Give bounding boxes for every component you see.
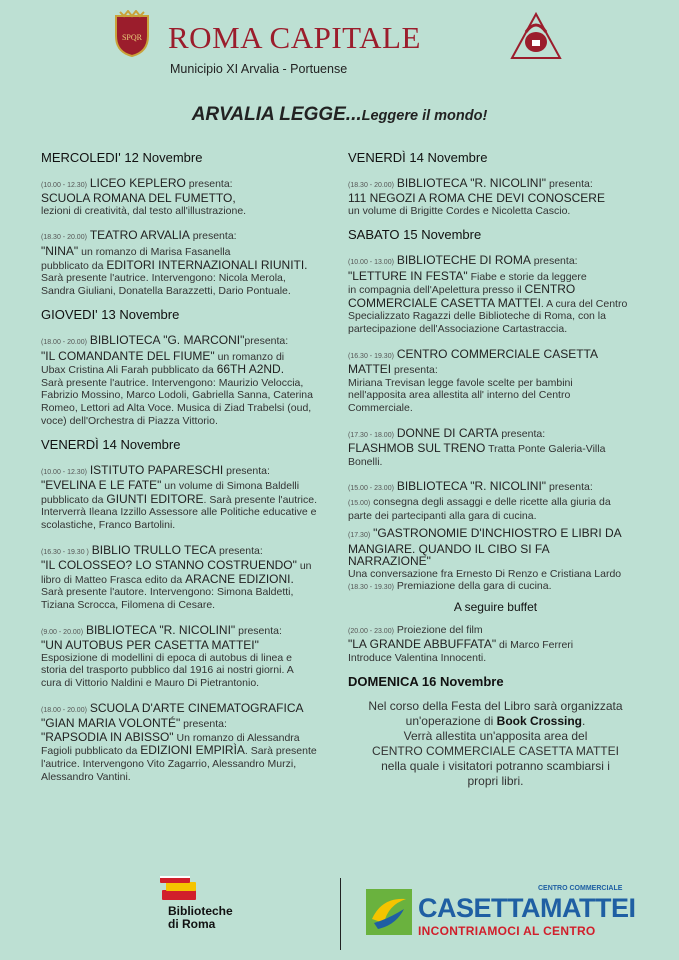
event-entry: (16.30 - 19.30 ) BIBLIO TRULLO TECA presenta: "IL COLOSSEO? LO STANNO COSTRUENDO" un libro di Matteo Frasca edito da ARACNE EDIZIONI. Sarà presente l'autore. Intervengono: Simona Baldetti, Tiziana Scrocca, Filomena di Cesare. (41, 542, 312, 612)
footer-divider (340, 878, 341, 950)
event-entry: (18.30 - 20.00) TEATRO ARVALIA presenta: "NINA" un romanzo di Marisa Fasanella pubblicato da EDITORI INTERNAZIONALI RIUNITI. Sarà presente l'autrice. Intervengono: Nicola Merola, Sandra Giuliani, Donatella Barazzetti, Dario Pontuale. (41, 228, 308, 297)
casetta-mattei-logo-icon (366, 889, 412, 935)
event-entry: (18.00 - 20.00) SCUOLA D'ARTE CINEMATOGRAFICA "GIAN MARIA VOLONTÉ" presenta: "RAPSODIA IN ABISSO" Un romanzo di Alessandra Fagioli pubblicato da EDIZIONI EMPIRÌA. Sarà presente l'autrice. Intervengono Vito Zagarrio, Alessandro Murzi, Alessandro Vantini. (41, 700, 317, 783)
roma-shield-logo (112, 10, 152, 58)
biblioteche-logo-text: Biblioteche di Roma (168, 904, 233, 931)
event-entry: (17.30 - 18.00) DONNE DI CARTA presenta: FLASHMOB SUL TRENO Tratta Ponte Galeria-Villa Bonelli. (348, 425, 606, 468)
event-entry: (17.30) "GASTRONOMIE D'INCHIOSTRO E LIBRI DA MANGIARE. QUANDO IL CIBO SI FA NARRAZIONE" Una conversazione fra Ernesto Di Renzo e Cristiana Lardo (18.30 - 19.30) Premiazione della gara di cucina. (348, 526, 622, 593)
book-stack-icon (158, 872, 202, 904)
day-heading: VENERDÌ 14 Novembre (348, 150, 488, 165)
event-entry: (9.00 - 20.00) BIBLIOTECA "R. NICOLINI" presenta: "UN AUTOBUS PER CASETTA MATTEI" Esposizione di modellini di epoca di autobus di linea e storia del trasporto pubblico dal 1916 ai nostri giorni. A cura di Vittorio Naldini e Mauro Di Pietrantonio. (41, 622, 294, 689)
day-heading: MERCOLEDI' 12 Novembre (41, 150, 203, 165)
day-heading: GIOVEDI' 13 Novembre (41, 307, 180, 323)
event-entry: (18.00 - 20.00) BIBLIOTECA "G. MARCONI"presenta: "IL COMANDANTE DEL FIUME" un romanzo di Ubax Cristina Ali Farah pubblicato da 66TH A2ND. Sarà presente l'autrice. Intervengono: Maurizio Veloccia, Fabrizio Mossino, Marco Lodoli, Gabriella Sanna, Caterina Romeo, Lettori ad Alta Voce. Musica di Ziad Trabelsi (oud, voce) dell'Orchestra di Piazza Vittorio. (41, 332, 313, 427)
event-entry: (10.00 - 12.30) LICEO KEPLERO presenta: SCUOLA ROMANA DEL FUMETTO, lezioni di creatività, dal testo all'illustrazione. (41, 175, 247, 217)
left-column (41, 152, 331, 795)
event-entry: (10.00 - 12.30) ISTITUTO PAPARESCHI presenta: "EVELINA E LE FATE" un volume di Simona Baldelli pubblicato da GIUNTI EDITORE. Sarà presente l'autrice. Interverrà Ileana Izzillo Assessore alle Politiche educative e scolastiche, Franco Bartolini. (41, 462, 317, 532)
cm-small-label: CENTRO COMMERCIALE (538, 885, 623, 892)
header-subtitle: Municipio XI Arvalia - Portuense (170, 62, 348, 76)
main-title: ARVALIA LEGGE...Leggere il mondo! (191, 104, 488, 125)
right-column (348, 152, 643, 789)
buffet-note: A seguire buffet (453, 600, 538, 615)
book-crossing-note: Nel corso della Festa del Libro sarà organizzata un'operazione di Book Crossing. Verrà allestita un'apposita area del CENTRO COMMERCIALE CASETTA MATTEI nella quale i visitatori potranno scambiarsi i propri libri. (368, 699, 623, 788)
day-heading: VENERDÌ 14 Novembre (41, 437, 181, 453)
header-title: ROMA CAPITALE (168, 20, 421, 55)
cm-tagline: INCONTRIAMOCI AL CENTRO (418, 924, 596, 938)
municipio-emblem-icon (508, 10, 564, 62)
event-entry: (20.00 - 23.00) Proiezione del film "LA GRANDE ABBUFFATA" di Marco Ferreri Introduce Valentina Innocenti. (348, 623, 574, 664)
day-heading: SABATO 15 Novembre (348, 227, 482, 243)
event-entry: (18.30 - 20.00) BIBLIOTECA "R. NICOLINI" presenta: 111 NEGOZI A ROMA CHE DEVI CONOSCERE un volume di Brigitte Cordes e Nicoletta Cascio. (348, 175, 605, 217)
event-entry: (15.00 - 23.00) BIBLIOTECA "R. NICOLINI" presenta: (15.00) consegna degli assaggi e delle ricette alla giuria da parte dei partecipanti alla gara di cucina. (348, 479, 611, 523)
cm-brand-name: CASETTAMATTEI (418, 893, 636, 923)
day-heading: DOMENICA 16 Novembre (348, 674, 504, 690)
shield-text: SPQR (121, 33, 143, 42)
event-entry: (16.30 - 19.30) CENTRO COMMERCIALE CASETTA MATTEI presenta: Miriana Trevisan legge favole scelte per bambini nell'apposita area allestita all' interno del Centro Commerciale. (348, 346, 598, 414)
event-entry: (10.00 - 13.00) BIBLIOTECHE DI ROMA presenta: "LETTURE IN FESTA" Fiabe e storie da leggere in compagnia dell'Apelettura presso il CENTRO COMMERCIALE CASETTA MATTEI. A cura del Centro Specializzato Ragazzi delle Biblioteche di Roma, con la partecipazione dell'Associazione Cartastraccia. (348, 252, 628, 335)
